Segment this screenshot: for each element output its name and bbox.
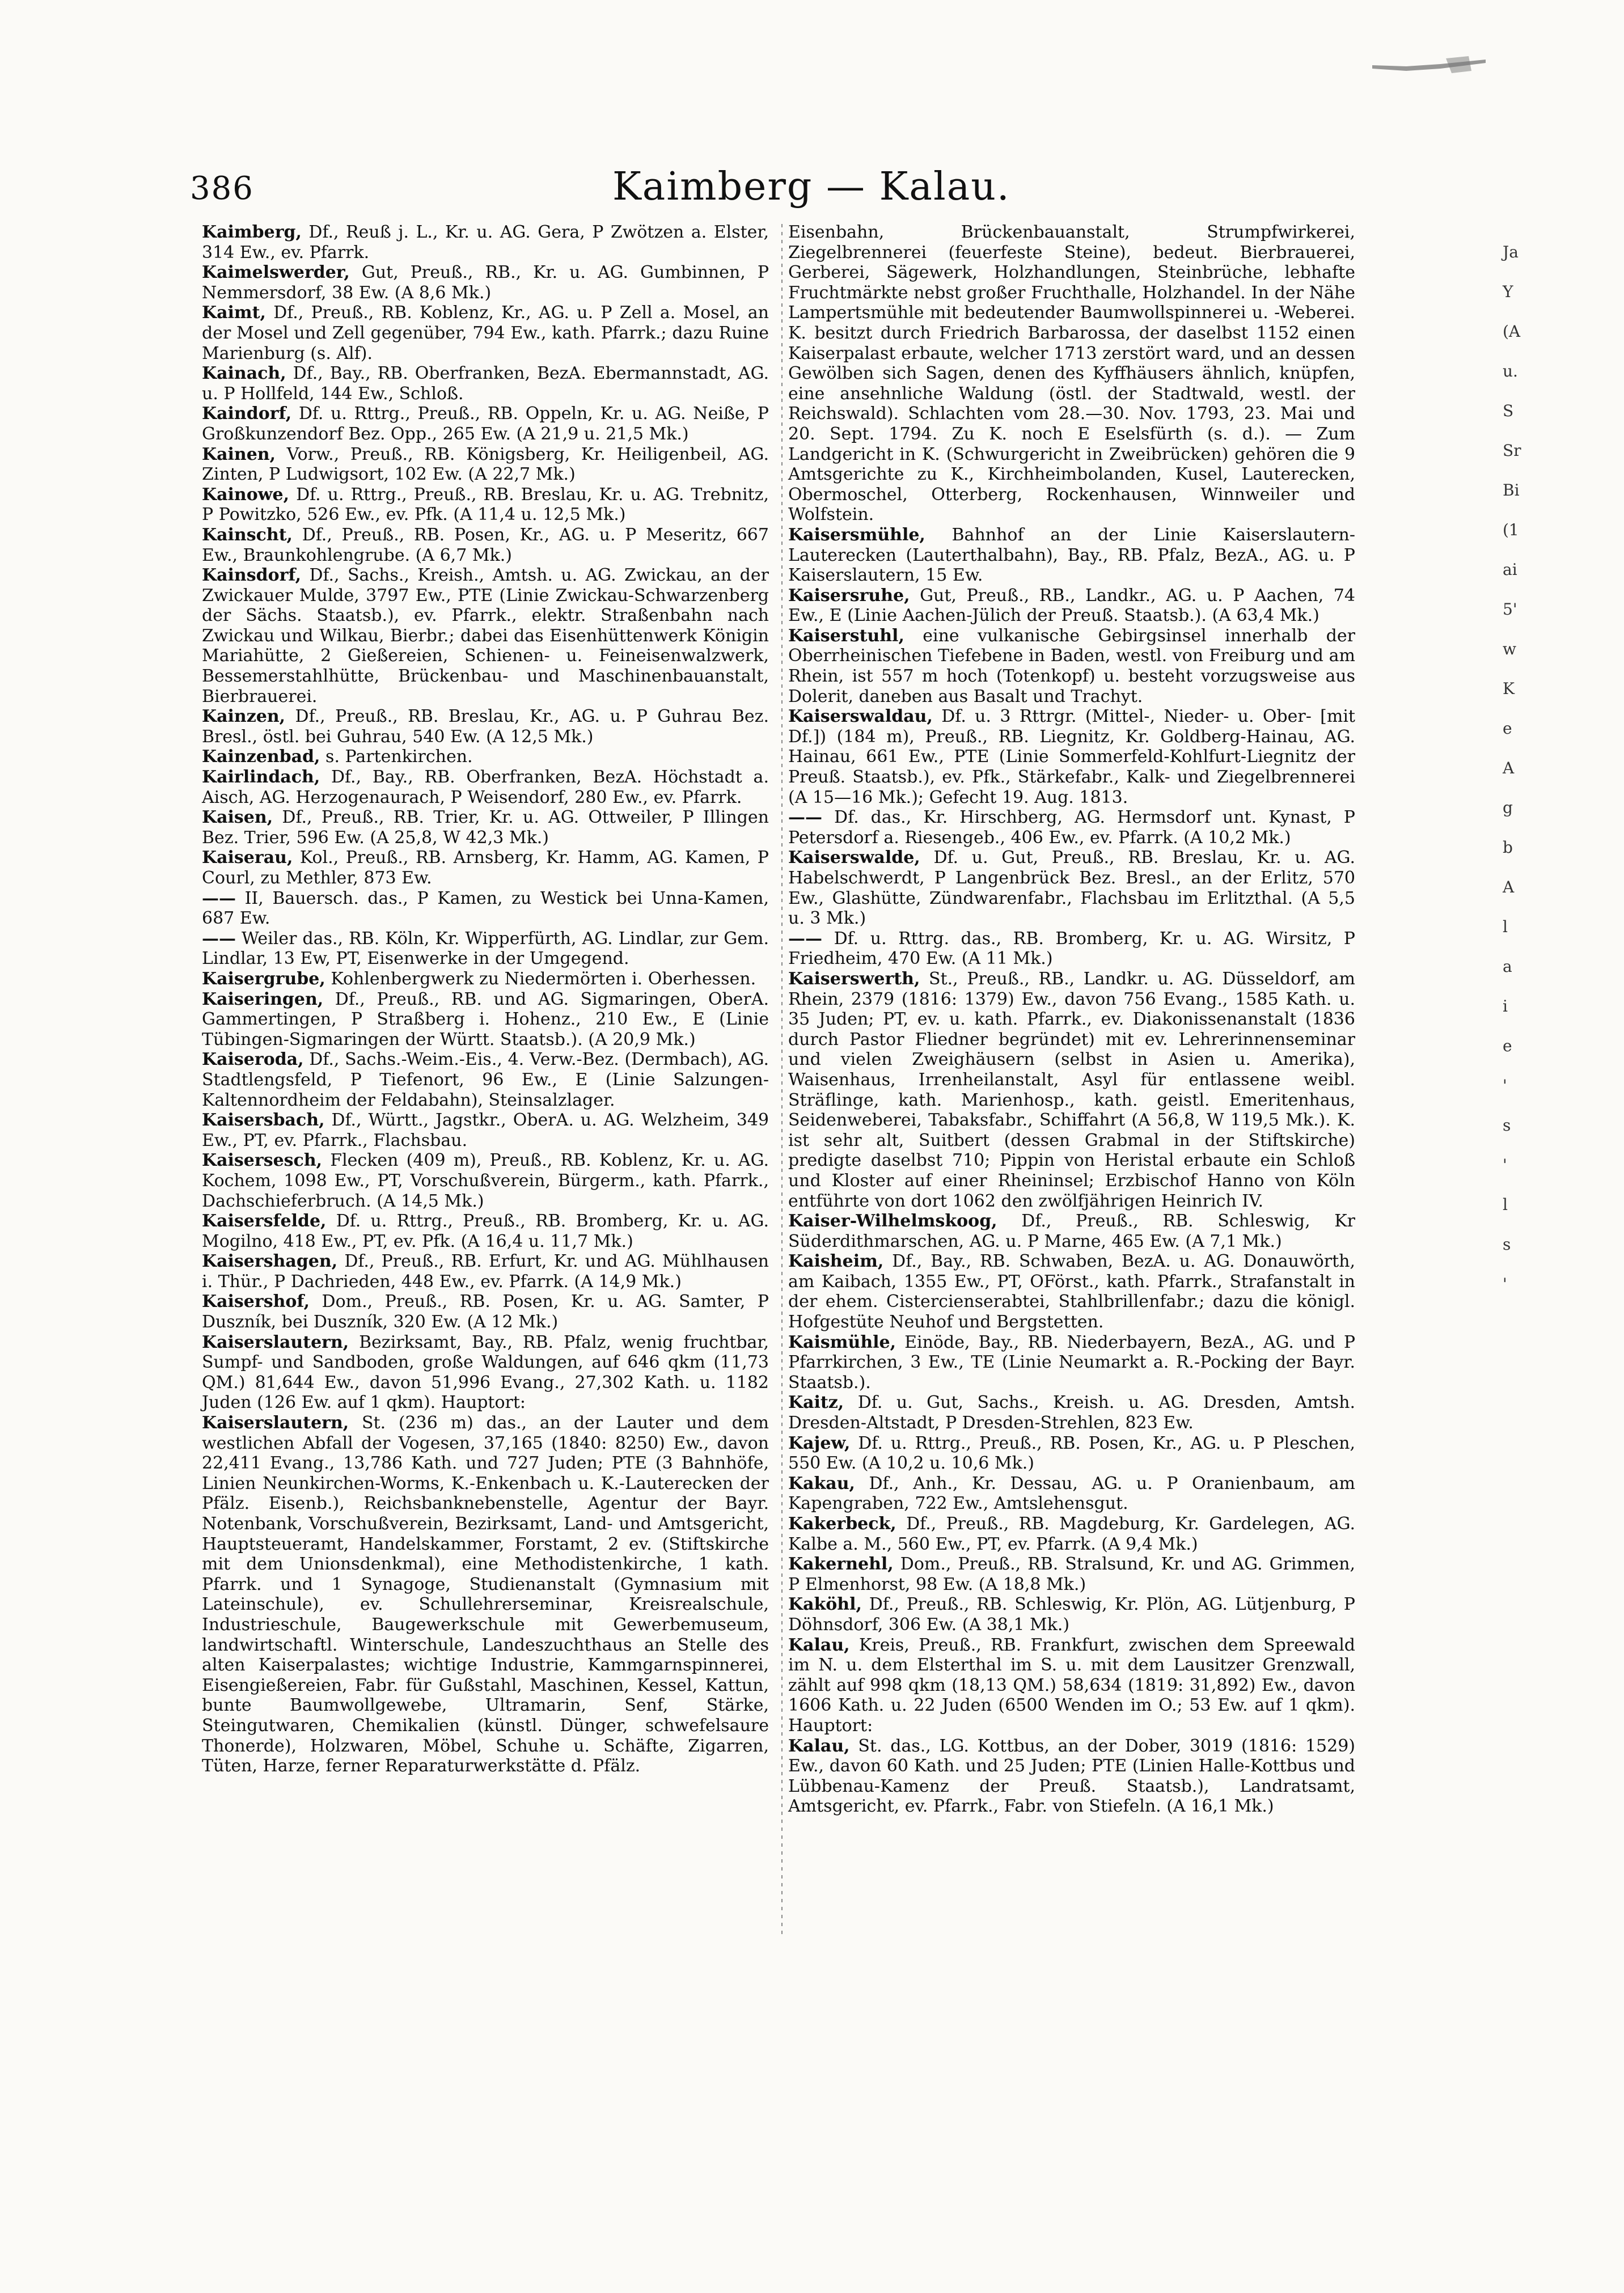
entry-text: Df., Preuß., RB. Trier, Kr. u. AG. Ottweiler, P Illingen Bez. Trier, 596 Ew. (A 25,8, W 42,3 Mk.) (202, 807, 769, 848)
dictionary-entry (788, 626, 1355, 706)
entry-text: Kreis, Preuß., RB. Frankfurt, zwischen dem Spreewald im N. u. dem Elsterthal im S. u. mit dem Lausitzer Grenzwall, zählt auf 998 qkm (18,13 QM.) 58,634 (1819: 31,892) Ew., davon 1606 Kath. u. 22 Juden (6500 Wenden im O.; 53 Ew. auf 1 qkm). Hauptort: (788, 1635, 1355, 1736)
dictionary-entry (202, 889, 769, 929)
entry-headword: Kaisershagen, (202, 1251, 338, 1272)
dictionary-entry (788, 848, 1355, 928)
dictionary-entry (788, 706, 1355, 807)
dictionary-entry (202, 706, 769, 747)
entry-text: Bezirksamt, Bay., RB. Pfalz, wenig fruchtbar, Sumpf- und Sandboden, große Waldungen, auf 646 qkm (11,73 QM.) 81,644 Ew., davon 51,996 Evang., 27,302 Kath. u. 1182 Juden (126 Ew. auf 1 qkm). Hauptort: (202, 1332, 769, 1413)
entry-headword: Kaisersmühle, (788, 524, 925, 545)
dictionary-entry (788, 1251, 1355, 1332)
entry-headword: Kaiseroda, (202, 1050, 304, 1070)
entry-text: Df. u. Rttrg., Preuß., RB. Posen, Kr., AG. u. P Pleschen, 550 Ew. (A 10,2 u. 10,6 Mk.) (788, 1433, 1355, 1474)
entry-text: Gut, Preuß., RB., Landkr., AG. u. P Aachen, 74 Ew., E (Linie Aachen-Jülich der Preuß. Staatsb.). (A 63,4 Mk.) (788, 585, 1355, 626)
dictionary-entry (788, 969, 1355, 1211)
edge-fragment: 5' (1503, 600, 1517, 619)
edge-fragment: w (1503, 640, 1516, 658)
entry-headword: Kainach, (202, 363, 286, 384)
entry-text: s. Partenkirchen. (325, 747, 473, 767)
entry-headword: —— (202, 928, 236, 949)
dictionary-entry (202, 1211, 769, 1251)
entry-text: Df., Bay., RB. Oberfranken, BezA. Höchstadt a. Aisch, AG. Herzogenaurach, P Weisendorf, 280 Ew., ev. Pfarrk. (202, 767, 769, 807)
edge-fragment: Bi (1503, 481, 1520, 500)
entry-headword: Kajew, (788, 1433, 851, 1453)
dictionary-entry (788, 1211, 1355, 1251)
entry-headword: Kainsdorf, (202, 565, 302, 586)
entry-headword: —— (788, 807, 822, 828)
entry-text: Df. das., Kr. Hirschberg, AG. Hermsdorf unt. Kynast, P Petersdorf a. Riesengeb., 406 Ew., ev. Pfarrk. (A 10,2 Mk.) (788, 807, 1355, 848)
edge-fragment: l (1503, 1195, 1508, 1214)
entry-text: St. (236 m) das., an der Lauter und dem westlichen Abfall der Vogesen, 37,165 (1840: 8250) Ew., davon 22,411 Evang., 13,786 Kath. und 727 Juden; PTE (3 Bahnhöfe, Linien Neunkirchen-Worms, K.-Enkenbach u. K.-Lauterecken der Pfälz. Eisenb.), Reichsbanknebenstelle, Agentur der Bayr. Notenbank, Vorschußverein, Bezirksamt, Land- und Amtsgericht, Hauptsteueramt, Handelskammer, Forstamt, 2 ev. (Stiftskirche mit dem Unionsdenkmal), eine Methodistenkirche, 1 kath. Pfarrk. und 1 Synagoge, Studienanstalt (Gymnasium mit Lateinschule), ev. Schullehrerseminar, Kreisrealschule, Industrieschule, Baugewerkschule mit Gewerbemuseum, landwirtschaftl. Winterschule, Landeszuchthaus an Stelle des alten Kaiserpalastes; wichtige Industrie, Kammgarnspinnerei, Eisengießereien, Fabr. für Gußstahl, Maschinen, Kessel, Kattun, bunte Baumwollgewebe, Ultramarin, Senf, Stärke, Steingutwaren, Chemikalien (künstl. Dünger, schwefelsaure Thonerde), Holzwaren, Möbel, Schuhe u. Schäfte, Zigarren, Tüten, Harze, ferner Reparaturwerkstätte d. Pfälz. (202, 1413, 769, 1776)
entry-text: Bahnhof an der Linie Kaiserslautern-Lauterecken (Lauterthalbahn), Bay., RB. Pfalz, BezA., AG. u. P Kaiserslautern, 15 Ew. (788, 524, 1355, 586)
entry-headword: Kaisersesch, (202, 1150, 323, 1171)
edge-fragment: Sr (1503, 441, 1521, 460)
dictionary-entry (788, 1332, 1355, 1393)
entry-headword: Kaiser-Wilhelmskoog, (788, 1211, 997, 1232)
entry-text: II, Bauersch. das., P Kamen, zu Westick bei Unna-Kamen, 687 Ew. (202, 888, 769, 929)
edge-fragment: ' (1503, 1156, 1507, 1174)
edge-fragment: ' (1503, 1076, 1507, 1095)
dictionary-entry (788, 1594, 1355, 1635)
dictionary-entry (202, 565, 769, 706)
entry-text: Eisenbahn, Brückenbauanstalt, Strumpfwirkerei, Ziegelbrennerei (feuerfeste Steine), bedeut. Bierbrauerei, Gerberei, Sägewerk, Holzhandlungen, Steinbrüche, lebhafte Fruchtmärkte nebst großer Fruchthalle, Holzhandel. In der Nähe Lampertsmühle mit bedeutender Baumwollspinnerei u. -Weberei. K. besitzt durch Friedrich Barbarossa, der daselbst 1152 einen Kaiserpalast erbaute, welcher 1713 zerstört ward, und an dessen Gewölben sich Sagen, denen des Kyffhäusers ähnlich, knüpfen, eine ansehnliche Waldung (östl. der Stadtwald, westl. der Reichswald). Schlachten vom 28.—30. Nov. 1793, 23. Mai und 20. Sept. 1794. Zu K. noch E Eselsfürth (s. d.). — Zum Landgericht in K. (Schwurgericht in Zweibrücken) gehören die 9 Amtsgerichte zu K., Kirchheimbolanden, Kusel, Lauterecken, Obermoschel, Otterberg, Rockenhausen, Winnweiler und Wolfstein. (788, 222, 1355, 525)
entry-headword: Kaiserslautern, (202, 1332, 349, 1352)
entry-text: Df., Preuß., RB. und AG. Sigmaringen, OberA. Gammertingen, P Straßberg i. Hohenz., 210 Ew., E (Linie Tübingen-Sigmaringen der Württ. Staatsb.). (A 20,9 Mk.) (202, 989, 769, 1050)
dictionary-entry (202, 1332, 769, 1413)
entry-text: eine vulkanische Gebirgsinsel innerhalb der Oberrheinischen Tiefebene in Baden, westl. von Freiburg und am Rhein, ist 557 m hoch (Totenkopf) u. besteht vorzugsweise aus Dolerit, daneben aus Basalt und Trachyt. (788, 625, 1355, 706)
dictionary-entry (202, 848, 769, 888)
entry-headword: Kaiserswerth, (788, 968, 920, 989)
dictionary-entry (788, 1736, 1355, 1817)
entry-text: Df., Preuß., RB. Posen, Kr., AG. u. P Meseritz, 667 Ew., Braunkohlengrube. (A 6,7 Mk.) (202, 524, 769, 565)
dictionary-entry (788, 929, 1355, 969)
edge-fragment: a (1503, 957, 1512, 976)
entry-headword: Kaisersfelde, (202, 1211, 327, 1232)
entry-headword: Kaisen, (202, 807, 273, 828)
entry-headword: Kaiserswaldau, (788, 706, 933, 727)
entry-headword: Kaiserslautern, (202, 1413, 349, 1433)
dictionary-entry (202, 222, 769, 263)
edge-fragment: A (1503, 878, 1515, 896)
dictionary-entry (788, 525, 1355, 586)
entry-headword: Kaitz, (788, 1393, 844, 1413)
entry-text: Df., Anh., Kr. Dessau, AG. u. P Oranienbaum, am Kapengraben, 722 Ew., Amtslehensgut. (788, 1473, 1355, 1514)
entry-text: Df., Sachs., Kreish., Amtsh. u. AG. Zwickau, an der Zwickauer Mulde, 3797 Ew., PTE (Linie Zwickau-Schwarzenberg der Sächs. Staatsb.), ev. Pfarrk., elektr. Straßenbahn nach Zwickau und Wilkau, Bierbr.; dabei das Eisenhüttenwerk Königin Mariahütte, 2 Gießereien, Schienen- u. Feineisenwalzwerk, Bessemerstahlhütte, Brückenbau- und Maschinenbauanstalt, Bierbrauerei. (202, 565, 769, 706)
entry-text: St. das., LG. Kottbus, an der Dober, 3019 (1816: 1529) Ew., davon 60 Kath. und 25 Juden; PTE (Linien Halle-Kottbus und Lübbenau-Kamenz der Preuß. Staatsb.), Landratsamt, Amtsgericht, ev. Pfarrk., Fabr. von Stiefeln. (A 16,1 Mk.) (788, 1736, 1355, 1817)
entry-headword: Kaisersruhe, (788, 585, 910, 606)
entry-headword: Kaisergrube, (202, 968, 325, 989)
entry-headword: —— (202, 888, 236, 908)
dictionary-entry (202, 747, 769, 767)
entry-text: Df., Preuß., RB. Breslau, Kr., AG. u. P Guhrau Bez. Bresl., östl. bei Guhrau, 540 Ew. (A 12,5 Mk.) (202, 706, 769, 747)
entry-headword: Kakau, (788, 1473, 855, 1494)
edge-fragment: b (1503, 838, 1513, 857)
dictionary-entry (202, 767, 769, 807)
entry-text: Df. u. Rttrg. das., RB. Bromberg, Kr. u. AG. Wirsitz, P Friedheim, 470 Ew. (A 11 Mk.) (788, 928, 1355, 969)
entry-text: Vorw., Preuß., RB. Königsberg, Kr. Heiligenbeil, AG. Zinten, P Ludwigsort, 102 Ew. (A 22,7 Mk.) (202, 444, 769, 485)
dictionary-entry (788, 1433, 1355, 1474)
entry-text: Df. u. Gut, Sachs., Kreish. u. AG. Dresden, Amtsh. Dresden-Altstadt, P Dresden-Strehlen, 823 Ew. (788, 1393, 1355, 1433)
entry-text: Df., Preuß., RB. Schleswig, Kr. Plön, AG. Lütjenburg, P Döhnsdorf, 306 Ew. (A 38,1 Mk.) (788, 1594, 1355, 1635)
entry-text: Df., Preuß., RB. Erfurt, Kr. und AG. Mühlhausen i. Thür., P Dachrieden, 448 Ew., ev. Pfarrk. (A 14,9 Mk.) (202, 1251, 769, 1292)
entry-headword: Kaisersbach, (202, 1110, 325, 1131)
entry-headword: Kaiserstuhl, (788, 625, 904, 646)
entry-headword: Kaisershof, (202, 1292, 310, 1312)
entry-headword: Kaiserau, (202, 848, 293, 868)
entry-text: Df. u. Gut, Preuß., RB. Breslau, Kr. u. AG. Habelschwerdt, P Langenbrück Bez. Bresl., an der Erlitz, 570 Ew., Glashütte, Zündwarenfabr., Flachsbau im Erlitzthal. (A 5,5 u. 3 Mk.) (788, 848, 1355, 929)
entry-text: Df. u. Rttrg., Preuß., RB. Breslau, Kr. u. AG. Trebnitz, P Powitzko, 526 Ew., ev. Pfk. (A 11,4 u. 12,5 Mk.) (202, 484, 769, 525)
dictionary-entry (202, 303, 769, 363)
dictionary-entry (202, 363, 769, 404)
entry-text: Df., Bay., RB. Schwaben, BezA. u. AG. Donauwörth, am Kaibach, 1355 Ew., PT, OFörst., kath. Pfarrk., Strafanstalt in der ehem. Cistercienserabtei, Stahlbrillenfabr.; dazu die königl. Hofgestüte Neuhof und Bergstetten. (788, 1251, 1355, 1332)
entry-headword: Kainzen, (202, 706, 286, 727)
entry-headword: Kainowe, (202, 484, 290, 505)
dictionary-entry (788, 807, 1355, 848)
dictionary-entry (202, 1251, 769, 1292)
entry-headword: Kaimelswerder, (202, 263, 350, 283)
entry-headword: Kaiseringen, (202, 989, 324, 1009)
entry-headword: —— (788, 928, 822, 949)
entry-headword: Kaimt, (202, 303, 266, 323)
dictionary-entry (202, 404, 769, 444)
entry-text: Dom., Preuß., RB. Posen, Kr. u. AG. Samter, P Duszník, bei Duszník, 320 Ew. (A 12 Mk.) (202, 1292, 769, 1332)
dictionary-entry (788, 1635, 1355, 1736)
dictionary-entry (788, 1554, 1355, 1594)
entry-text: Df., Preuß., RB. Koblenz, Kr., AG. u. P Zell a. Mosel, an der Mosel und Zell gegenüber, 794 Ew., kath. Pfarrk.; dazu Ruine Marienburg (s. Alf). (202, 303, 769, 363)
scan-smudge (1372, 54, 1486, 88)
entry-text: Kol., Preuß., RB. Arnsberg, Kr. Hamm, AG. Kamen, P Courl, zu Methler, 873 Ew. (202, 848, 769, 888)
entry-headword: Kaimberg, (202, 222, 302, 242)
entry-text: Df. u. 3 Rttrgr. (Mittel-, Nieder- u. Ober- [mit Df.]) (184 m), Preuß., RB. Liegnitz, Kr. Goldberg-Hainau, AG. Hainau, 661 Ew., PTE (Linie Sommerfeld-Kohlfurt-Liegnitz der Preuß. Staatsb.), ev. Pfk., Stärkefabr., Kalk- und Ziegelbrennerei (A 15—16 Mk.); Gefecht 19. Aug. 1813. (788, 706, 1355, 807)
entry-headword: Kaiserswalde, (788, 848, 920, 868)
entry-headword: Kalau, (788, 1635, 850, 1655)
entry-headword: Kainen, (202, 444, 276, 464)
edge-fragment: (1 (1503, 521, 1519, 539)
entry-headword: Kainzenbad, (202, 747, 320, 767)
entry-text: Kohlenbergwerk zu Niedermörten i. Oberhessen. (331, 968, 756, 989)
edge-fragment: s (1503, 1235, 1511, 1254)
entry-headword: Kaindorf, (202, 404, 292, 424)
entry-text: Flecken (409 m), Preuß., RB. Koblenz, Kr. u. AG. Kochem, 1098 Ew., PT, Vorschußverein, Bürgerm., kath. Pfarrk., Dachschieferbruch. (A 14,5 Mk.) (202, 1150, 769, 1211)
entry-text: Df., Preuß., RB. Schleswig, Kr Süderdithmarschen, AG. u. P Marne, 465 Ew. (A 7,1 Mk.) (788, 1211, 1356, 1251)
entry-headword: Kaisheim, (788, 1251, 884, 1272)
right-column (788, 222, 1355, 1817)
dictionary-entry (202, 1050, 769, 1110)
entry-text: Df. u. Rttrg., Preuß., RB. Bromberg, Kr. u. AG. Mogilno, 418 Ew., PT, ev. Pfk. (A 16,4 u. 11,7 Mk.) (202, 1211, 769, 1251)
edge-fragment: u. (1503, 362, 1518, 380)
edge-fragment: ' (1503, 1275, 1507, 1293)
dictionary-entry (202, 1292, 769, 1332)
column-divider (781, 224, 783, 1936)
edge-fragment: K (1503, 679, 1515, 698)
edge-fragment: i (1503, 997, 1508, 1016)
dictionary-entry (202, 485, 769, 525)
entry-text: Einöde, Bay., RB. Niederbayern, BezA., AG. und P Pfarrkirchen, 3 Ew., TE (Linie Neumarkt a. R.-Pocking der Bayr. Staatsb.). (788, 1332, 1355, 1393)
entry-headword: Kalau, (788, 1736, 850, 1756)
next-page-edge-fragments (1503, 232, 1554, 1304)
dictionary-entry (202, 263, 769, 303)
dictionary-entry (202, 1150, 769, 1211)
dictionary-entry (202, 969, 769, 989)
dictionary-entry (202, 525, 769, 565)
dictionary-entry (202, 1413, 769, 1776)
entry-text: Dom., Preuß., RB. Stralsund, Kr. und AG. Grimmen, P Elmenhorst, 98 Ew. (A 18,8 Mk.) (788, 1554, 1355, 1594)
entry-text: St., Preuß., RB., Landkr. u. AG. Düsseldorf, am Rhein, 2379 (1816: 1379) Ew., davon 756 Evang., 1585 Kath. u. 35 Juden; PT, ev. u. kath. Pfarrk., ev. Diakonissenanstalt (1836 durch Pastor Fliedner begründet) mit ev. Lehrerinnenseminar und vielen Zweighäusern (selbst in Asien u. Amerika), Waisenhaus, Irrenheilanstalt, Asyl für entlassene weibl. Sträflinge, kath. Marienhosp., kath. geistl. Emeritenhaus, Seidenweberei, Tabaksfabr., Schiffahrt (A 56,8, W 119,5 Mk.). K. ist sehr alt, Suitbert (dessen Grabmal in der Stiftskirche) predigte daselbst 710; Pippin von Heristal erbaute ein Schloß und Kloster auf einer Rheininsel; Erzbischof Hanno von Köln entführte von dort 1062 den zwölfjährigen Heinrich IV. (788, 968, 1356, 1211)
entry-headword: Kainscht, (202, 524, 293, 545)
page-number: 386 (190, 170, 254, 207)
entry-text: Df., Württ., Jagstkr., OberA. u. AG. Welzheim, 349 Ew., PT, ev. Pfarrk., Flachsbau. (202, 1110, 769, 1150)
entry-text: Df. u. Rttrg., Preuß., RB. Oppeln, Kr. u. AG. Neiße, P Großkunzendorf Bez. Opp., 265 Ew. (A 21,9 u. 21,5 Mk.) (202, 404, 769, 444)
dictionary-entry (788, 1393, 1355, 1433)
entry-text: Weiler das., RB. Köln, Kr. Wipperfürth, AG. Lindlar, zur Gem. Lindlar, 13 Ew, PT, Eisenwerke in der Umgegend. (202, 928, 769, 969)
dictionary-entry (788, 586, 1355, 626)
edge-fragment: g (1503, 798, 1513, 817)
edge-fragment: l (1503, 917, 1508, 936)
entry-headword: Kaismühle, (788, 1332, 896, 1352)
entry-text: Df., Reuß j. L., Kr. u. AG. Gera, P Zwötzen a. Elster, 314 Ew., ev. Pfarrk. (202, 222, 769, 263)
edge-fragment: e (1503, 719, 1512, 738)
entry-text: Df., Bay., RB. Oberfranken, BezA. Ebermannstadt, AG. u. P Hollfeld, 144 Ew., Schloß. (202, 363, 769, 404)
entry-headword: Kaköhl, (788, 1594, 862, 1615)
running-head: Kaimberg — Kalau. (612, 164, 1010, 209)
entry-headword: Kakerbeck, (788, 1514, 896, 1534)
dictionary-entry (788, 1474, 1355, 1514)
left-column (202, 222, 769, 1776)
edge-fragment: e (1503, 1036, 1512, 1055)
dictionary-entry (788, 1514, 1355, 1554)
dictionary-entry (202, 807, 769, 848)
entry-headword: Kairlindach, (202, 767, 320, 788)
dictionary-entry (202, 445, 769, 485)
dictionary-entry (202, 929, 769, 969)
dictionary-entry (788, 222, 1355, 525)
dictionary-entry (202, 1110, 769, 1150)
dictionary-entry (202, 989, 769, 1050)
entry-text: Df., Preuß., RB. Magdeburg, Kr. Gardelegen, AG. Kalbe a. M., 560 Ew., PT, ev. Pfarrk. (A 9,4 Mk.) (788, 1514, 1355, 1554)
entry-text: Df., Sachs.-Weim.-Eis., 4. Verw.-Bez. (Dermbach), AG. Stadtlengsfeld, P Tiefenort, 96 Ew., E (Linie Salzungen-Kaltennordheim der Feldabahn), Steinsalzlager. (202, 1050, 769, 1110)
entry-headword: Kakernehl, (788, 1554, 894, 1575)
edge-fragment: s (1503, 1116, 1511, 1135)
edge-fragment: A (1503, 759, 1515, 777)
edge-fragment: ai (1503, 560, 1517, 579)
edge-fragment: Ja (1503, 243, 1519, 261)
edge-fragment: (A (1503, 322, 1521, 341)
edge-fragment: Y (1503, 282, 1513, 301)
entry-text: Gut, Preuß., RB., Kr. u. AG. Gumbinnen, P Nemmersdorf, 38 Ew. (A 8,6 Mk.) (202, 263, 769, 303)
edge-fragment: S (1503, 401, 1514, 420)
